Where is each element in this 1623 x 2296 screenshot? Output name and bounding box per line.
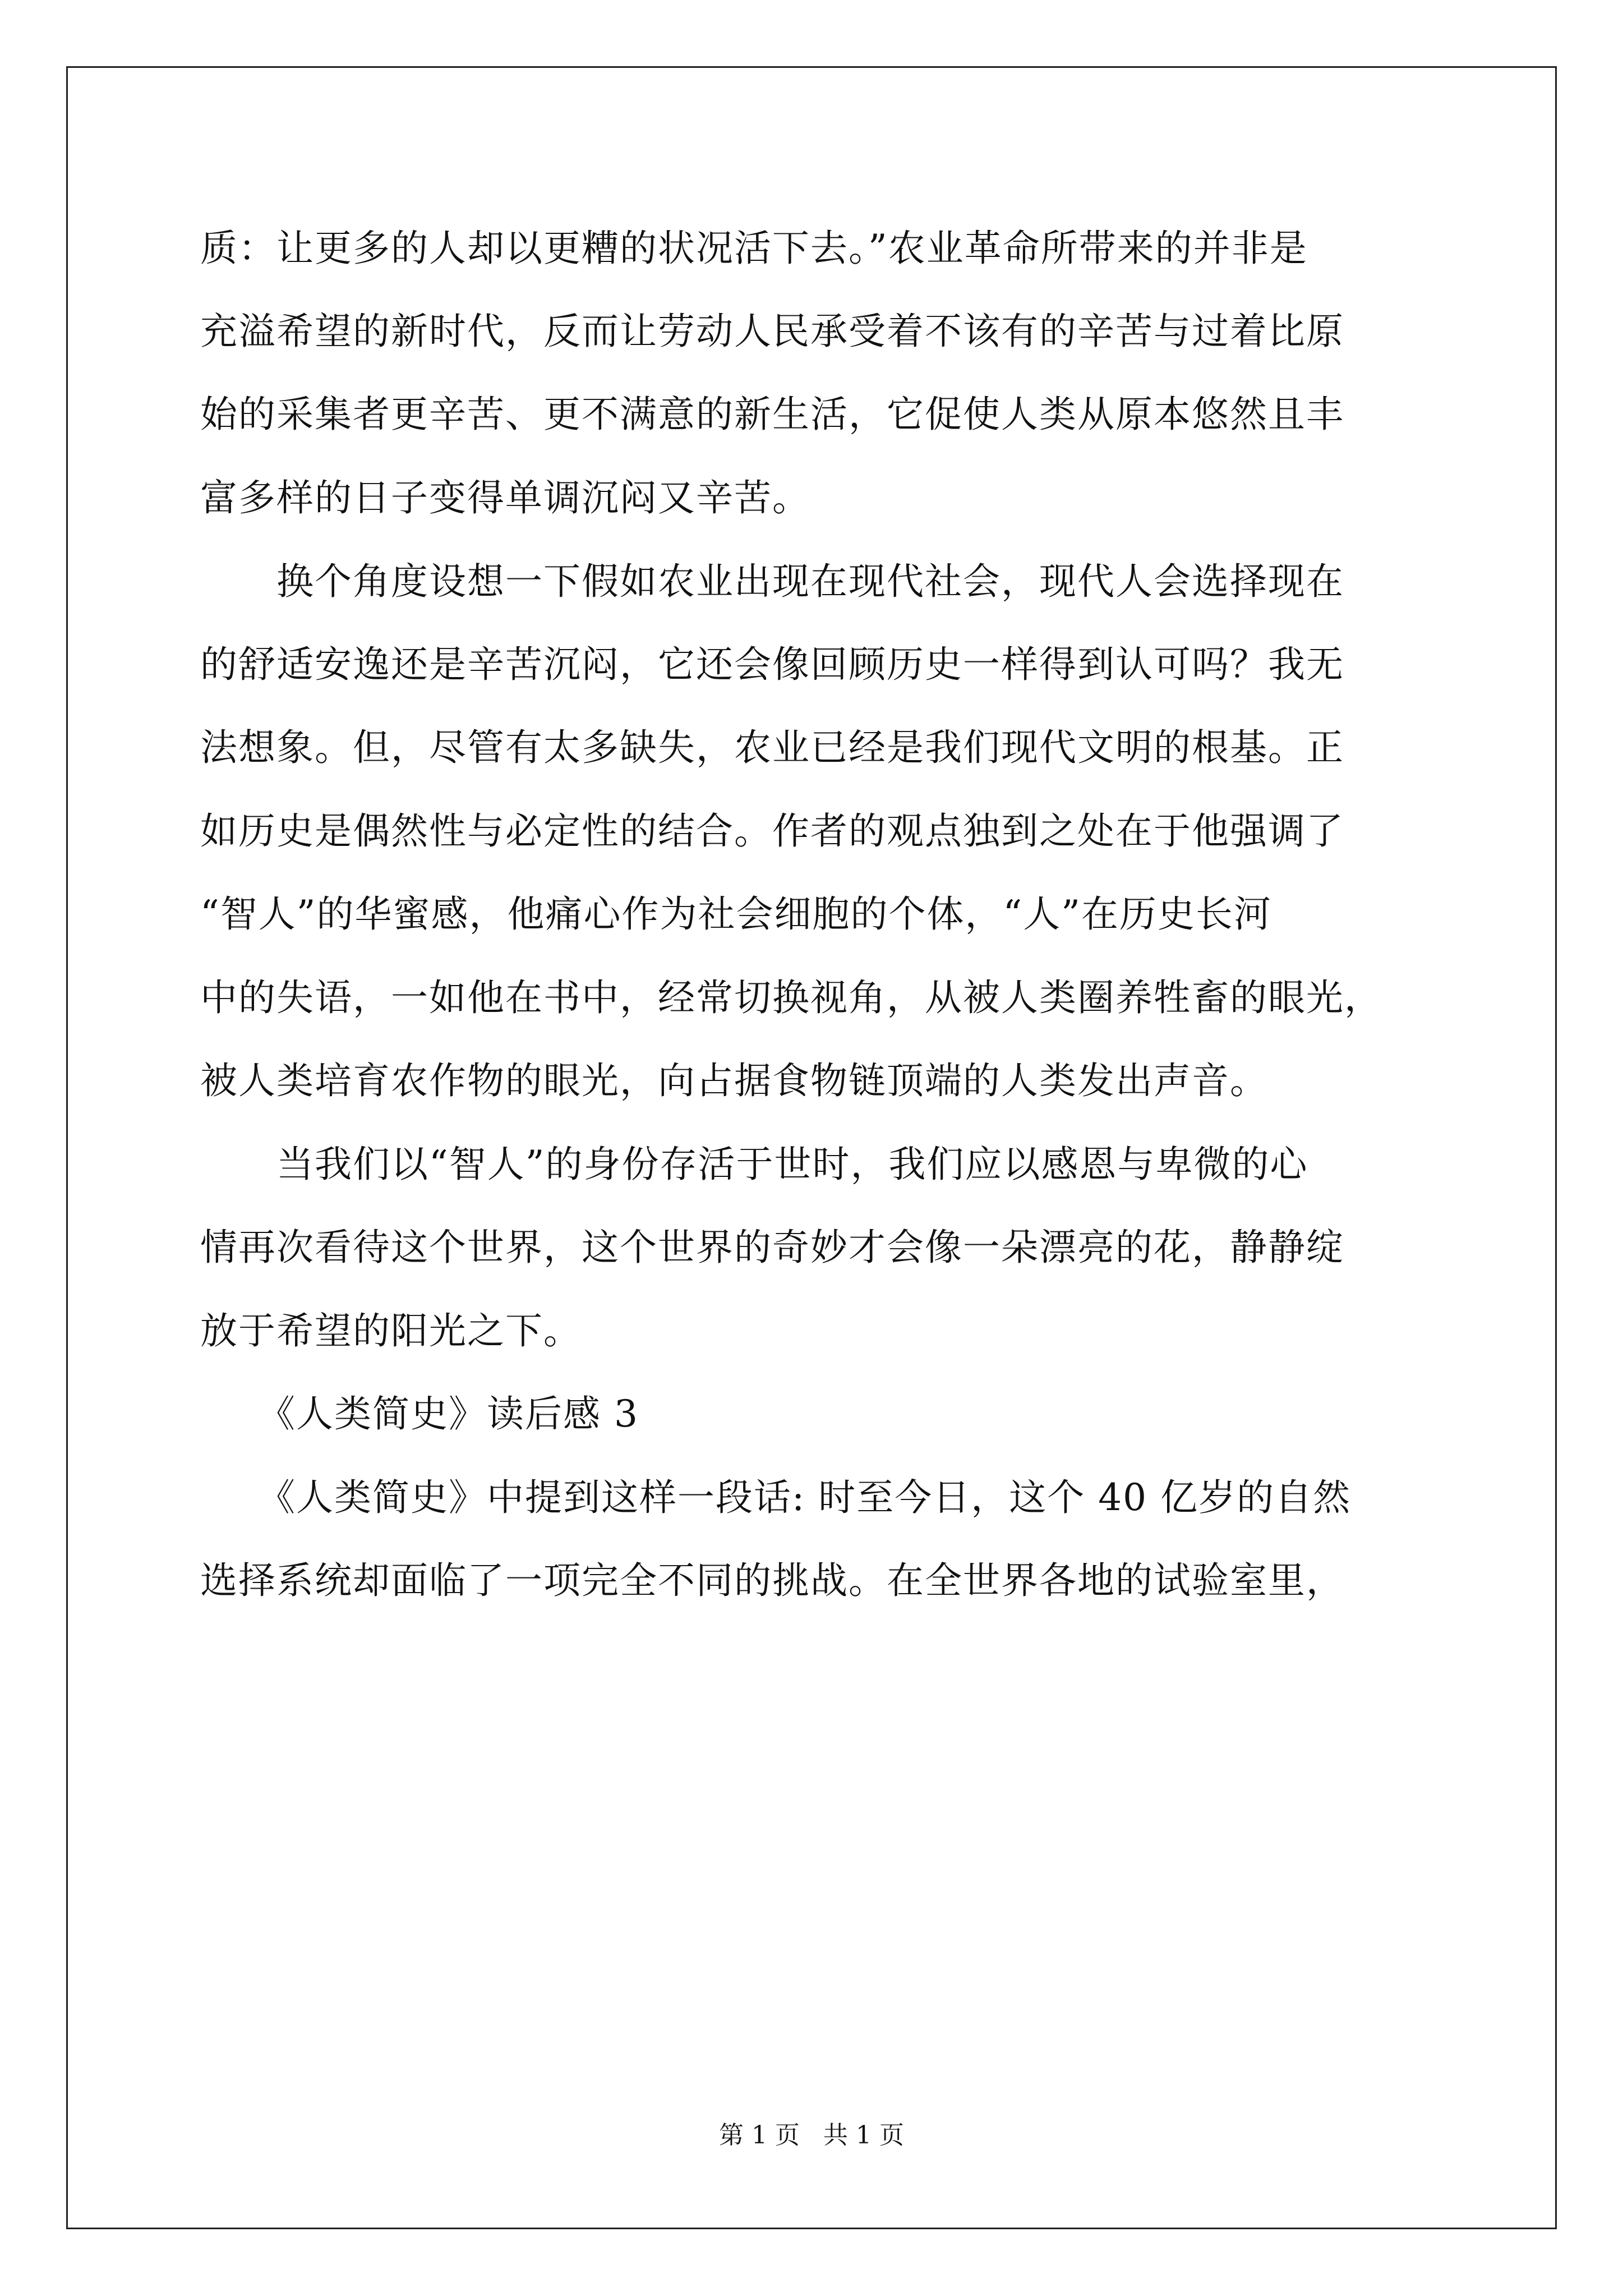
text-line: 的舒适安逸还是辛苦沉闷，它还会像回顾历史一样得到认可吗？我无 bbox=[200, 643, 1344, 686]
text-line: 如历史是偶然性与必定性的结合。作者的观点独到之处在于他强调了 bbox=[200, 809, 1344, 853]
text-line: 被人类培育农作物的眼光，向占据食物链顶端的人类发出声音。 bbox=[200, 1059, 1268, 1102]
text-line: 富多样的日子变得单调沉闷又辛苦。 bbox=[200, 476, 810, 519]
text-line: 充溢希望的新时代，反而让劳动人民承受着不该有的辛苦与过着比原 bbox=[200, 310, 1344, 353]
text-line: 情再次看待这个世界，这个世界的奇妙才会像一朵漂亮的花，静静绽 bbox=[200, 1226, 1344, 1269]
section-heading: 《人类简史》读后感 3 bbox=[200, 1392, 639, 1435]
text-line: 法想象。但，尽管有太多缺失，农业已经是我们现代文明的根基。正 bbox=[200, 726, 1344, 769]
text-line: 选择系统却面临了一项完全不同的挑战。在全世界各地的试验室里， bbox=[200, 1559, 1344, 1602]
page-footer: 第 1 页 共 1 页 bbox=[719, 2121, 904, 2150]
text-line: 当我们以“智人”的身份存活于世时，我们应以感恩与卑微的心 bbox=[200, 1143, 1308, 1186]
text-line: 中的失语，一如他在书中，经常切换视角，从被人类圈养牲畜的眼光， bbox=[200, 976, 1382, 1019]
text-line: 放于希望的阳光之下。 bbox=[200, 1309, 582, 1352]
text-line: “智人”的华蜜感，他痛心作为社会细胞的个体，“人”在历史长河 bbox=[200, 892, 1272, 936]
text-line: 质：让更多的人却以更糟的状况活下去。”农业革命所带来的并非是 bbox=[200, 227, 1308, 270]
text-line: 始的采集者更辛苦、更不满意的新生活，它促使人类从原本悠然且丰 bbox=[200, 393, 1344, 436]
text-line: 换个角度设想一下假如农业出现在现代社会，现代人会选择现在 bbox=[200, 560, 1344, 603]
text-line: 《人类简史》中提到这样一段话: 时至今日，这个 40 亿岁的自然 bbox=[200, 1476, 1352, 1519]
